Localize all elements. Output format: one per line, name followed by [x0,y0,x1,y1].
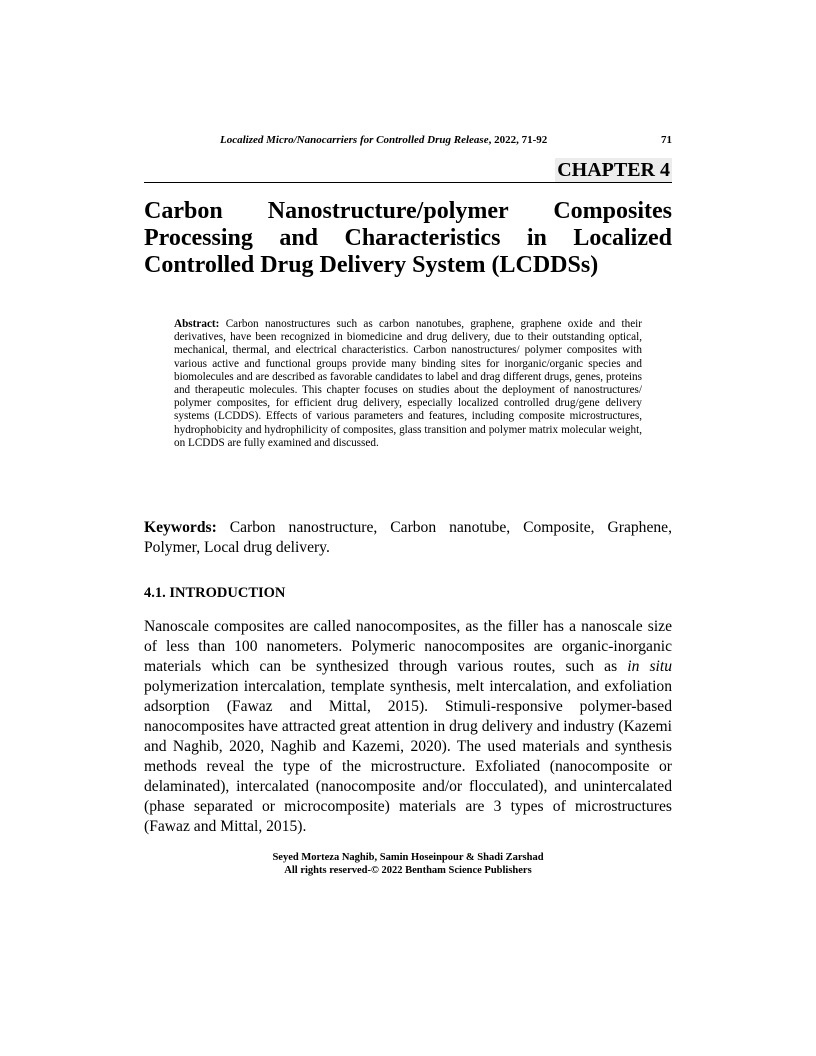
abstract [174,318,642,450]
intro-italic-term: in situ [627,658,672,675]
section-heading: 4.1. INTRODUCTION [144,585,286,601]
abstract-label: Abstract: [174,318,220,330]
footer-copyright: All rights reserved-© 2022 Bentham Science Publishers [284,865,532,876]
keywords-label: Keywords: [144,519,217,536]
footer-authors: Seyed Morteza Naghib, Samin Hoseinpour & Shadi Zarshad [272,852,544,863]
journal-title: Localized Micro/Nanocarriers for Controlled Drug Release [220,134,489,146]
chapter-title: Carbon Nanostructure/polymer Composites Processing and Characteristics in Localized Controlled Drug Delivery System (LCDDSs) [144,198,672,278]
abstract-text: Carbon nanostructures such as carbon nanotubes, graphene, graphene oxide and their derivatives, have been recognized in biomedicine and drug delivery, due to their outstanding optical, mechanical, thermal, and electrical characteristics. Carbon nanostructures/ polymer composites with various active and functional groups provide many binding sites for inorganic/organic species and biomolecules and are described as favorable candidates to label and drag different drugs, genes, proteins and therapeutic molecules. This chapter focuses on studies about the deployment of nanostructures/ polymer composites, for efficient drug delivery, especially localized controlled drug/gene delivery systems (LCDDS). Effects of various parameters and features, including composite microstructures, hydrophobicity and hydrophilicity of composites, glass transition and polymer matrix molecular weight, on LCDDS are fully examined and discussed. [174,318,642,449]
chapter-label: CHAPTER 4 [557,159,670,181]
introduction-paragraph [144,617,672,837]
header-rule [144,182,672,183]
intro-text-part1: Nanoscale composites are called nanocomposites, as the filler has a nanoscale size of less than 100 nanometers. Polymeric nanocomposites are organic-inorganic materials which can be synthesized through various routes, such as [144,618,672,675]
journal-details: , 2022, 71-92 [488,134,548,146]
page-number: 71 [661,134,672,146]
intro-text-part2: polymerization intercalation, template synthesis, melt intercalation, and exfoliation adsorption (Fawaz and Mittal, 2015). Stimuli-responsive polymer-based nanocomposites have attracted great attention in drug delivery and industry (Kazemi and Naghib, 2020, Naghib and Kazemi, 2020). The used materials and synthesis methods reveal the type of the microstructure. Exfoliated (nanocomposite or delaminated), intercalated (nanocomposite and/or flocculated), and unintercalated (phase separated or microcomposite) materials are 3 types of microstructures (Fawaz and Mittal, 2015). [144,678,672,835]
footer [144,851,672,877]
journal-citation [220,133,547,147]
keywords [144,518,672,558]
keywords-text: Carbon nanostructure, Carbon nanotube, Composite, Graphene, Polymer, Local drug delivery. [144,519,672,556]
